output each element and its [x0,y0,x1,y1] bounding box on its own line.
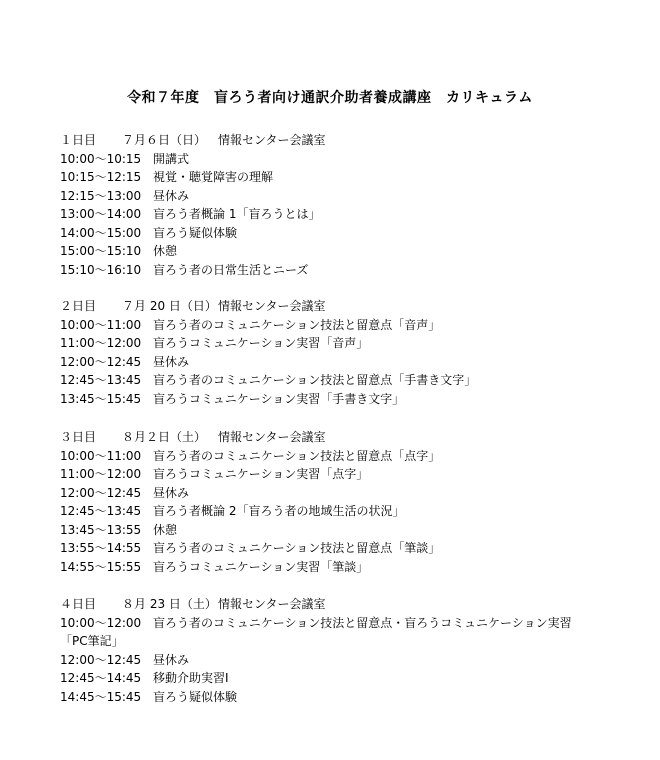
session-subject: 盲ろう者のコミュニケーション技法と留意点「筆談」 [153,541,441,555]
session-time: 15:00～15:10 [60,244,142,258]
day-header [60,595,620,614]
session-time: 10:00～10:15 [60,151,142,166]
session-row [60,187,620,206]
session-time: 11:00～12:00 [60,467,142,481]
session-time: 12:00～12:45 [60,652,142,667]
session-time: 12:15～13:00 [60,188,142,203]
session-row [60,539,620,558]
session-subject: 開講式 [153,151,190,166]
session-time: 12:00～12:45 [60,354,142,369]
session-row [60,521,620,540]
session-subject: 盲ろう者のコミュニケーション技法と留意点「点字」 [153,448,441,463]
session-time: 15:10～16:10 [60,262,142,277]
session-row [60,484,620,503]
session-row [60,261,620,280]
session-subject: 移動介助実習Ⅰ [153,671,229,685]
session-time: 13:55～14:55 [60,541,142,555]
session-row [60,651,620,670]
session-subject: 盲ろうコミュニケーション実習「点字」 [153,467,369,481]
session-time: 13:00～14:00 [60,207,142,221]
day-label: ３日目 [60,430,97,444]
page-title: 令和７年度 盲ろう者向け通訳介助者養成講座 カリキュラム [127,90,533,106]
session-row [60,465,620,484]
day-header [60,297,620,316]
day-date: ７月６日（日） [122,133,207,147]
day-section-2 [60,297,620,408]
day-label: １日目 [60,133,97,147]
session-time: 11:00～12:00 [60,336,142,350]
session-row [60,371,620,390]
session-time: 10:00～11:00 [60,317,142,332]
day-date: ８月２日（土） [122,430,207,444]
session-subject: 休憩 [153,244,178,258]
session-row [60,558,620,577]
session-row [60,390,620,409]
session-time: 12:45～14:45 [60,671,142,685]
session-subject: 盲ろう者のコミュニケーション技法と留意点「音声」 [153,317,441,332]
day-label: ４日目 [60,597,97,611]
session-time: 13:45～15:45 [60,391,142,406]
session-row [60,669,620,688]
session-row [60,688,620,707]
session-subject: 盲ろう者概論 1「盲ろうとは」 [153,207,321,221]
day-label: ２日目 [60,299,97,313]
session-subject: 盲ろうコミュニケーション実習「手書き文字」 [153,391,405,406]
session-row [60,168,620,187]
session-row [60,502,620,521]
day-section-3 [60,428,620,576]
session-time: 14:00～15:00 [60,225,142,240]
session-subject: 盲ろう者のコミュニケーション技法と留意点「手書き文字」 [153,373,477,387]
day-place: 情報センター会議室 [218,430,326,444]
session-row [60,150,620,169]
session-time: 12:00～12:45 [60,485,142,500]
session-subject: 盲ろう者のコミュニケーション技法と留意点・盲ろうコミュニケーション実習 [153,615,572,630]
session-row [60,353,620,372]
session-time: 12:45～13:45 [60,373,142,387]
session-time: 10:15～12:15 [60,170,142,184]
session-subject: 盲ろう者の日常生活とニーズ [153,262,309,277]
session-row [60,614,620,651]
session-row [60,205,620,224]
day-header [60,131,620,150]
session-time: 12:45～13:45 [60,504,142,518]
session-time: 14:45～15:45 [60,689,142,704]
day-section-4 [60,595,620,706]
session-subject: 盲ろう疑似体験 [153,225,238,240]
session-row [60,334,620,353]
session-subject: 昼休み [153,485,190,500]
day-header [60,428,620,447]
session-subject-continuation: 「PC筆記」 [60,634,124,648]
session-subject: 盲ろうコミュニケーション実習「音声」 [153,336,369,350]
session-time: 10:00～11:00 [60,448,142,463]
day-place: 情報センター会議室 [218,597,326,611]
session-subject: 休憩 [153,522,178,537]
day-place: 情報センター会議室 [218,133,326,147]
day-place: 情報センター会議室 [218,299,326,313]
session-row [60,242,620,261]
session-row [60,224,620,243]
session-subject: 昼休み [153,652,190,667]
session-subject: 盲ろう者概論 2「盲ろう者の地域生活の状況」 [153,504,405,518]
session-subject: 昼休み [153,188,190,203]
session-time: 14:55～15:55 [60,559,142,574]
session-subject: 視覚・聴覚障害の理解 [153,170,274,184]
session-time: 10:00～12:00 [60,615,142,630]
session-subject: 昼休み [153,354,190,369]
day-section-1 [60,131,620,279]
session-subject: 盲ろう疑似体験 [153,689,238,704]
session-row [60,316,620,335]
day-date: ７月 20 日（日） [122,299,217,313]
day-date: ８月 23 日（土） [122,597,217,611]
session-row [60,447,620,466]
session-subject: 盲ろうコミュニケーション実習「筆談」 [153,559,369,574]
session-time: 13:45～13:55 [60,522,142,537]
